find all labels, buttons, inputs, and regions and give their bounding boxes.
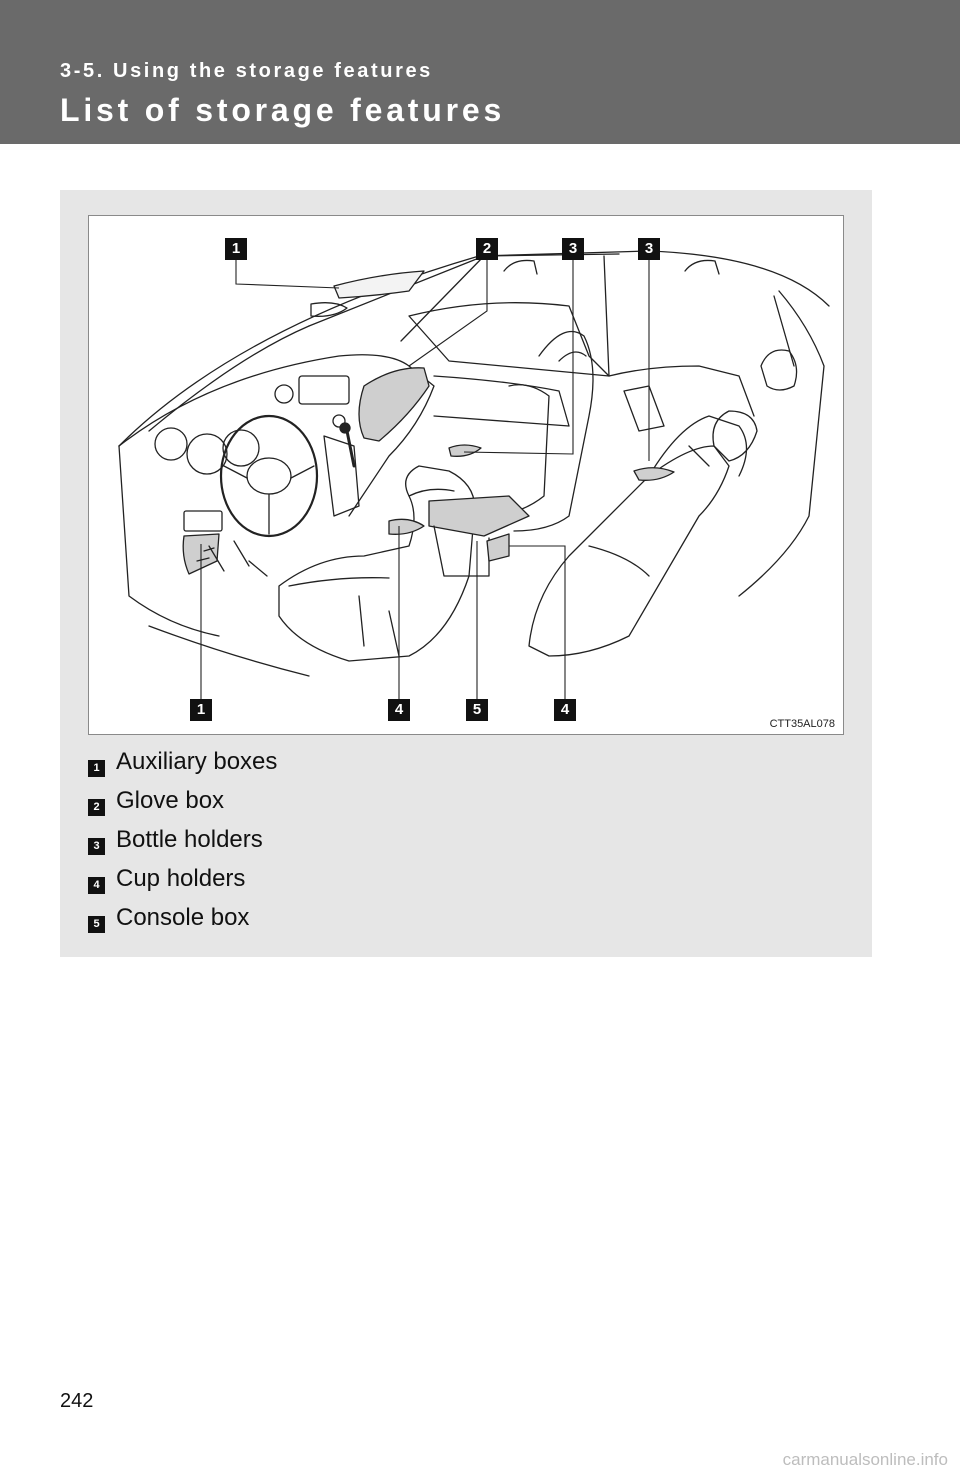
legend-label: Console box [116,904,250,931]
legend-label: Cup holders [116,865,246,892]
callout-badge-top-3b: 3 [638,238,660,260]
callout-badge-top-3a: 3 [562,238,584,260]
legend-label: Auxiliary boxes [116,748,278,775]
legend-number-badge: 2 [88,799,105,816]
legend-item [88,824,848,863]
page-header [0,0,960,144]
legend-number-badge: 4 [88,877,105,894]
callout-badge-top-2: 2 [476,238,498,260]
legend-number-badge: 1 [88,760,105,777]
callout-badge-bottom-5: 5 [466,699,488,721]
legend-item [88,863,848,902]
callout-badge-bottom-1: 1 [190,699,212,721]
page-number: 242 [60,1390,94,1412]
legend-item [88,902,848,941]
legend-item [88,746,848,785]
car-interior-drawing [89,216,844,735]
watermark-text: carmanualsonline.info [782,1450,948,1469]
figure-code: CTT35AL078 [769,718,835,730]
car-interior-illustration [88,215,844,735]
callout-badge-bottom-4b: 4 [554,699,576,721]
legend-number-badge: 3 [88,838,105,855]
section-subtitle: 3-5. Using the storage features [60,60,433,82]
legend-label: Glove box [116,787,225,814]
legend-list [88,746,848,941]
page-title: List of storage features [60,92,506,128]
callout-badge-top-1: 1 [225,238,247,260]
legend-label: Bottle holders [116,826,263,853]
legend-number-badge: 5 [88,916,105,933]
callout-badge-bottom-4a: 4 [388,699,410,721]
legend-item [88,785,848,824]
